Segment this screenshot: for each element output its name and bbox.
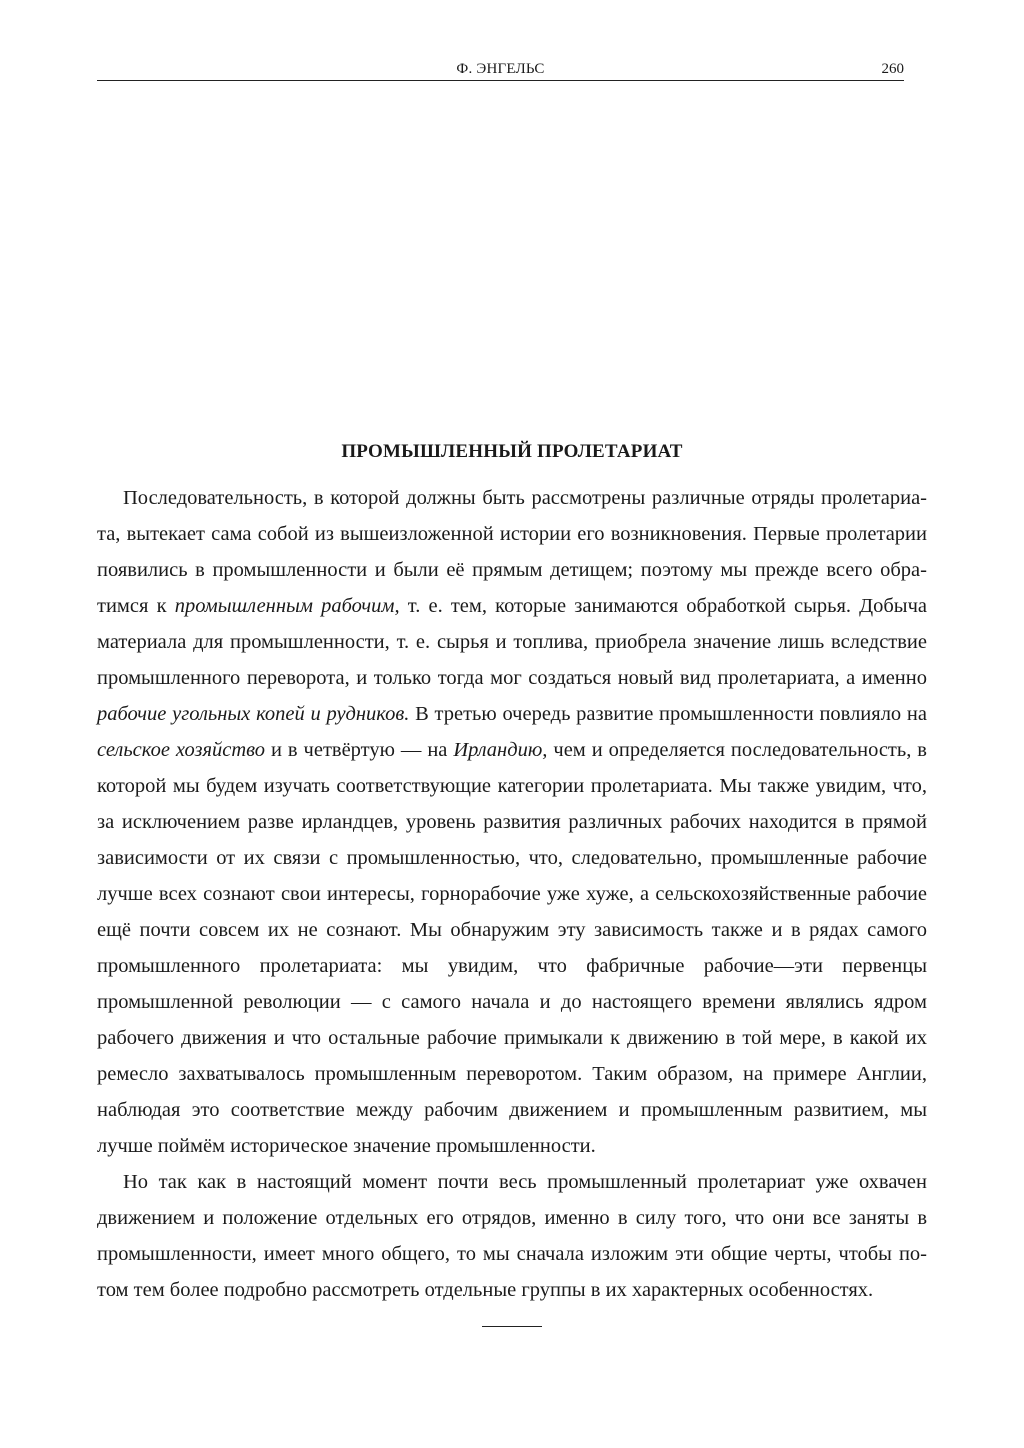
paragraph-1 <box>97 480 927 1164</box>
page-number: 260 <box>881 61 904 77</box>
paragraph-1-text-3: В третью очередь развитие промышленности повлияло на <box>409 703 927 725</box>
body-text <box>97 480 927 1308</box>
emphasis-agriculture: сельское хозяйство <box>97 739 266 761</box>
end-divider <box>482 1326 542 1327</box>
header-author: Ф. ЭНГЕЛЬС <box>456 61 545 77</box>
emphasis-ireland: Ирландию, <box>453 739 548 761</box>
emphasis-industrial-workers: промышленным рабочим, <box>174 595 400 617</box>
paragraph-1-text-1: Последовательность, в которой должны быть рассмотрены различные отряды пролетариата, вытекает сама собой из вышеизложенной истории его возникновения. Первые пролетарии появились в промышленности и были её прямым детищем; поэтому мы прежде всего обратимся к <box>97 487 927 617</box>
paragraph-1-text-2: т. е. тем, которые занимаются обработкой сырья. Добыча материала для промышленности, т. е. сырья и топлива, приобрела значение лишь вследствие промышленного переворота, и только тогда мог создаться новый вид пролетариата, а именно <box>97 595 927 689</box>
running-header <box>97 60 904 81</box>
paragraph-1-text-4: и в четвёртую — на <box>265 739 454 761</box>
paragraph-2: Но так как в настоящий момент почти весь промышленный пролетариат уже охвачен движением и положение отдельных его отрядов, именно в силу того, что они все заняты в промышленности, имеет много общего, то мы сначала изложим эти общие черты, чтобы потом тем более подробно рассмотреть отдельные группы в их характерных особенностях. <box>97 1171 927 1301</box>
paragraph-1-text-5: чем и определяется последовательность, в которой мы будем изучать соответствующие категории пролетариата. Мы также увидим, что, за исключением разве ирландцев, уровень развития различных рабочих находится в прямой зависимости от их связи с промышленностью, что, следовательно, промышленные рабочие лучше всех сознают свои интересы, горнорабочие уже хуже, а сельскохозяйственные рабочие ещё почти совсем их не сознают. Мы обнаружим эту зависимость также и в рядах самого промышленного пролетариата: мы увидим, что фабричные рабочие—эти первенцы промышленной революции — с самого начала и до настоящего времени являлись ядром рабочего движения и что остальные рабочие примыкали к движению в той мере, в какой их ремесло захватывалось промышленным переворотом. Таким образом, на примере Англии, наблюдая это соответствие между рабочим движением и промышленным развитием, мы лучше поймём историческое значение промышленности. <box>97 739 927 1157</box>
emphasis-coal-miners: рабочие угольных копей и рудников. <box>97 703 410 725</box>
chapter-title: ПРОМЫШЛЕННЫЙ ПРОЛЕТАРИАТ <box>341 441 683 462</box>
